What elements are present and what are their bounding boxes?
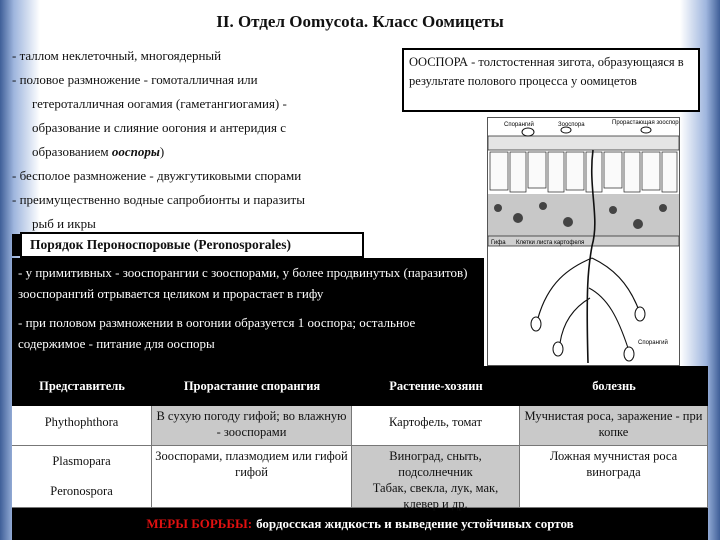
intro-line: рыб и икры: [32, 216, 96, 231]
table-cell: Зооспорами, плазмодием или гифой гифой: [152, 446, 352, 508]
intro-line: гетероталличная оогамия (гаметангиогамия) -: [32, 96, 287, 111]
intro-line: - половое размножение - гомоталличная или: [12, 72, 258, 87]
table-header-row: [12, 366, 708, 406]
table-cell: Phythophthora: [12, 406, 152, 446]
order-marker: [12, 234, 20, 256]
leaf-epidermis: [488, 136, 679, 150]
sporangiophore: [538, 258, 592, 318]
table-cell: Виноград, сныть, подсолнечник Табак, свекла, лук, мак, клевер и др.: [352, 446, 520, 508]
header-disease: болезнь: [592, 378, 636, 393]
page-title: II. Отдел Oomycota. Класс Оомицеты: [216, 12, 504, 31]
label-germinating: Прорастающая зооспора: [612, 120, 679, 126]
intro-text: ): [159, 144, 165, 159]
order-note: - при половом размножении в оогонии образуется 1 ооспора; остальное содержимое - питание для ооспоры: [18, 315, 416, 351]
label-sporangium-2: Спорангий: [638, 340, 668, 346]
oospore-definition: ООСПОРА - толстостенная зигота, образующаяся в результате полового процесса у оомицетов: [402, 48, 700, 112]
representatives-table: [12, 366, 708, 540]
sporangiophore: [560, 298, 590, 343]
order-note: - у примитивных - зооспорангии с зооспорами, у более продвинутых (паразитов) зооспорангий отрывается целиком и прорастает в гифу: [18, 265, 468, 301]
table-row: [12, 446, 708, 511]
label-hypha: Гифа: [491, 240, 506, 246]
table-cell: Картофель, томат: [352, 406, 520, 446]
label-leaf-cells: Клетки листа картофеля: [516, 240, 585, 246]
sporangiophore: [592, 258, 638, 308]
control-measures: [12, 508, 708, 540]
header-representative: Представитель: [39, 378, 125, 393]
table-cell: Ложная мучнистая роса винограда: [520, 446, 708, 508]
header-germination: Прорастание спорангия: [183, 378, 321, 393]
sporangiophore: [589, 288, 628, 348]
table-cell: Plasmopara Peronospora: [12, 446, 152, 508]
intro-list: [12, 44, 392, 236]
oospore-term: ооспоры: [111, 144, 160, 159]
intro-text: образованием: [32, 144, 112, 159]
intro-line: образование и слияние оогония и антеридия с: [32, 120, 287, 135]
order-heading: Порядок Пероноспоровые (Peronosporales): [20, 232, 364, 258]
intro-line: - таллом неклеточный, многоядерный: [12, 48, 222, 63]
order-notes: [12, 258, 484, 366]
phytophthora-diagram: [487, 117, 680, 366]
measures-text: бордосская жидкость и выведение устойчивых сортов: [256, 516, 574, 531]
leaf-cells: [490, 152, 677, 192]
intro-line: - бесполое размножение - двужгутиковыми спорами: [12, 168, 302, 183]
intro-line: - преимущественно водные сапробионты и паразиты: [12, 192, 305, 207]
measures-label: МЕРЫ БОРЬБЫ:: [146, 516, 253, 531]
header-host: Растение-хозяин: [389, 378, 483, 393]
label-zoospore: Зооспора: [558, 122, 585, 128]
intro-line: [12, 140, 392, 164]
table-cell: В сухую погоду гифой; во влажную - зооспорами: [152, 406, 352, 446]
label-sporangium: Спорангий: [504, 122, 534, 128]
diagram-illustration: [488, 118, 679, 365]
table-row: [12, 406, 708, 446]
table-cell: Мучнистая роса, заражение - при копке: [520, 406, 708, 446]
